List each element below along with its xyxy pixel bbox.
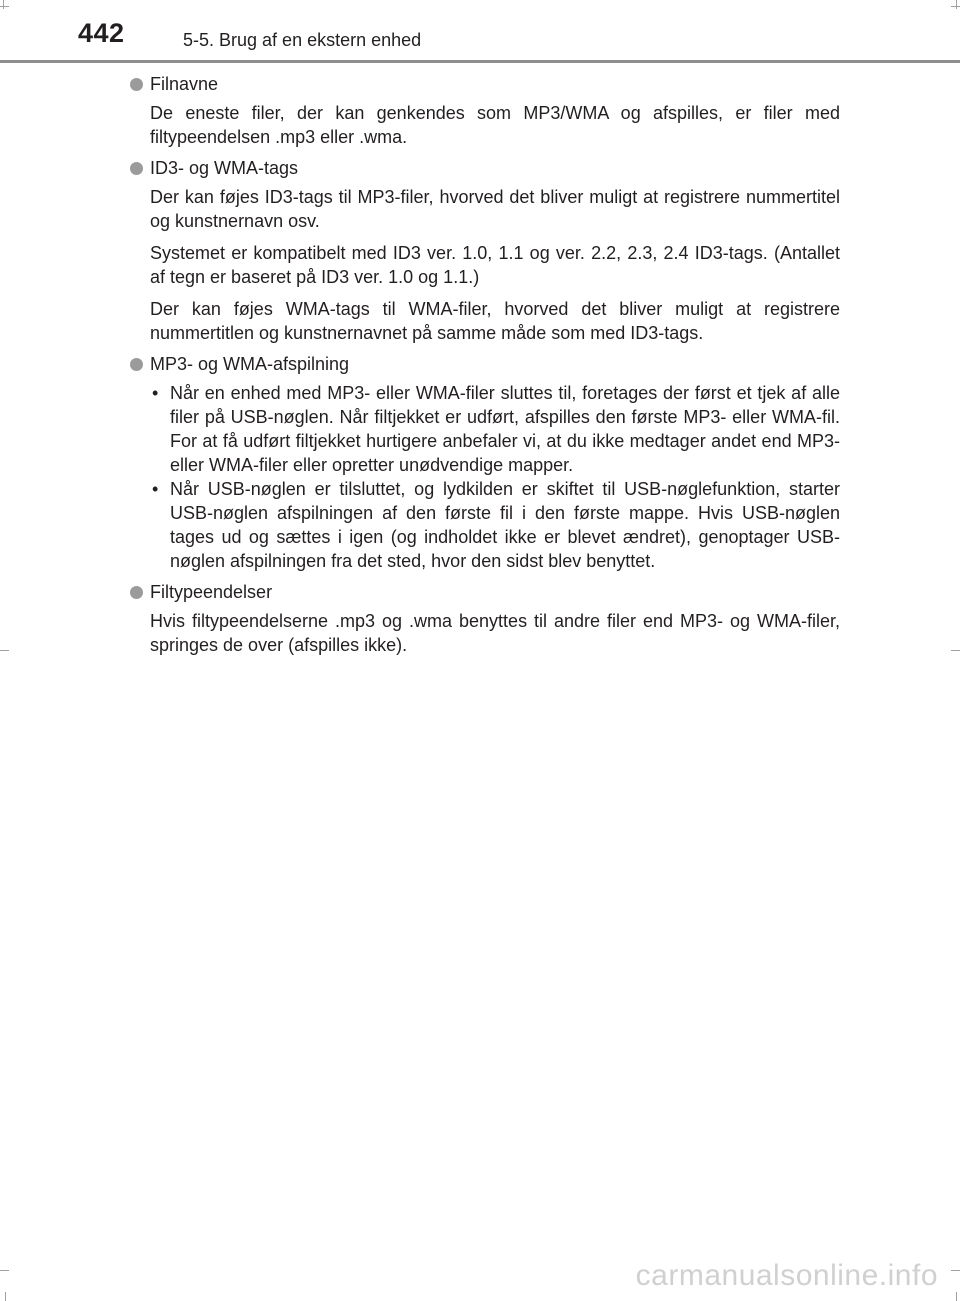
item-heading — [130, 156, 840, 180]
paragraph: Der kan føjes WMA-tags til WMA-filer, hvorved det bliver muligt at registrere nummertitlen og kunstnernavnet på samme måde som med ID3-tags. — [150, 299, 840, 343]
section-id3-wma-tags — [130, 156, 840, 345]
circle-bullet-icon — [130, 162, 143, 175]
page-number: 442 — [78, 18, 125, 48]
crop-mark — [3, 0, 4, 9]
list-item: • Når en enhed med MP3- eller WMA-filer sluttes til, foretages der først et tjek af alle filer på USB-nøglen. Når filtjekket er udført, afspilles den første MP3- eller WMA-fil. For at få udført filtjekket hurtigere anbefaler vi, at du ikke medtager andet end MP3- eller WMA-filer eller opretter unødvendige mapper. — [150, 381, 840, 477]
item-heading — [130, 580, 840, 604]
crop-mark — [956, 1292, 957, 1301]
circle-bullet-icon — [130, 358, 143, 371]
item-heading — [130, 72, 840, 96]
header-rule — [0, 60, 960, 63]
watermark[interactable]: carmanualsonline.info — [635, 1259, 938, 1292]
section-filnavne — [130, 72, 840, 149]
item-title: MP3- og WMA-afspilning — [150, 354, 350, 374]
paragraph: Der kan føjes ID3-tags til MP3-filer, hvorved det bliver muligt at registrere nummertitel og kunstnernavn osv. — [150, 187, 840, 231]
crop-mark — [0, 1270, 9, 1271]
section-filtypeendelser — [130, 580, 840, 657]
item-title: ID3- og WMA-tags — [150, 158, 299, 178]
crop-mark — [0, 6, 9, 7]
item-heading — [130, 352, 840, 376]
page-content — [130, 72, 840, 664]
paragraph: De eneste filer, der kan genkendes som MP3/WMA og afspilles, er filer med filtypeendelsen .mp3 eller .wma. — [150, 103, 840, 147]
item-title: Filtypeendelser — [150, 582, 273, 602]
circle-bullet-icon — [130, 78, 143, 91]
circle-bullet-icon — [130, 586, 143, 599]
crop-mark — [0, 650, 9, 651]
crop-mark — [5, 1292, 6, 1301]
crop-mark — [951, 1270, 960, 1271]
crop-mark — [951, 650, 960, 651]
section-title: 5-5. Brug af en ekstern enhed — [183, 30, 422, 50]
item-title: Filnavne — [150, 74, 219, 94]
paragraph: Hvis filtypeendelserne .mp3 og .wma benyttes til andre filer end MP3- og WMA-filer, springes de over (afspilles ikke). — [150, 611, 840, 655]
section-mp3-wma-playback — [130, 352, 840, 573]
list-item: • Når USB-nøglen er tilsluttet, og lydkilden er skiftet til USB-nøglefunktion, starter USB-nøglen afspilningen af den første fil i den første mappe. Hvis USB-nøglen tages ud og sættes i igen (og indholdet ikke er blevet ændret), genoptager USB-nøglen afspilningen fra det sted, hvor den sidst blev benyttet. — [150, 477, 840, 573]
paragraph: Systemet er kompatibelt med ID3 ver. 1.0, 1.1 og ver. 2.2, 2.3, 2.4 ID3-tags. (Antallet af tegn er baseret på ID3 ver. 1.0 og 1.1.) — [150, 243, 840, 287]
bullet-list — [150, 381, 840, 573]
crop-mark — [956, 0, 957, 9]
